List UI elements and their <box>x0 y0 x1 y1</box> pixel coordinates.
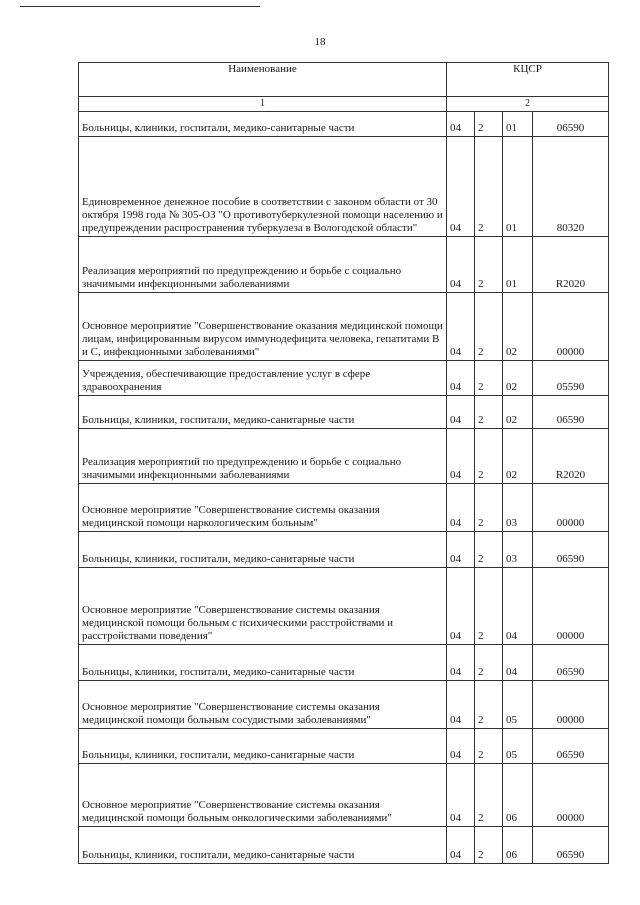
kcsr-code-event: 02 <box>503 361 533 396</box>
kcsr-code-subprogram: 2 <box>475 361 503 396</box>
kcsr-code-event: 02 <box>503 429 533 484</box>
kcsr-code-event: 01 <box>503 137 533 237</box>
row-name: Больницы, клиники, госпитали, медико-санитарные части <box>79 645 447 681</box>
column-number-1: 1 <box>79 97 447 112</box>
row-name: Основное мероприятие "Совершенствование системы оказания медицинской помощи больным сосудистыми заболеваниями" <box>79 681 447 729</box>
row-name: Больницы, клиники, госпитали, медико-санитарные части <box>79 112 447 137</box>
table-row <box>79 429 609 484</box>
row-name: Реализация мероприятий по предупреждению и борьбе с социально значимыми инфекционными заболеваниями <box>79 237 447 293</box>
table-row <box>79 729 609 764</box>
kcsr-code-event: 05 <box>503 681 533 729</box>
table-row <box>79 764 609 827</box>
kcsr-code-subprogram: 2 <box>475 645 503 681</box>
kcsr-code-direction: 06590 <box>533 729 609 764</box>
row-name: Единовременное денежное пособие в соответствии с законом области от 30 октября 1998 года № 305-ОЗ "О противотуберкулезной помощи населению и предупреждении распространения туберкулеза в Вологодской области" <box>79 137 447 237</box>
kcsr-code-program: 04 <box>447 681 475 729</box>
table-row <box>79 293 609 361</box>
kcsr-code-program: 04 <box>447 293 475 361</box>
table-row <box>79 484 609 532</box>
table-body <box>79 112 609 864</box>
kcsr-code-event: 06 <box>503 764 533 827</box>
row-name: Больницы, клиники, госпитали, медико-санитарные части <box>79 396 447 429</box>
kcsr-code-subprogram: 2 <box>475 237 503 293</box>
table-row <box>79 112 609 137</box>
row-name: Больницы, клиники, госпитали, медико-санитарные части <box>79 729 447 764</box>
kcsr-code-direction: 06590 <box>533 827 609 864</box>
kcsr-code-direction: 00000 <box>533 568 609 645</box>
kcsr-code-event: 02 <box>503 293 533 361</box>
row-name: Реализация мероприятий по предупреждению и борьбе с социально значимыми инфекционными заболеваниями <box>79 429 447 484</box>
column-number-row <box>79 97 609 112</box>
kcsr-code-subprogram: 2 <box>475 112 503 137</box>
kcsr-code-program: 04 <box>447 112 475 137</box>
kcsr-code-program: 04 <box>447 429 475 484</box>
kcsr-code-program: 04 <box>447 645 475 681</box>
kcsr-code-program: 04 <box>447 237 475 293</box>
kcsr-code-direction: R2020 <box>533 429 609 484</box>
kcsr-code-program: 04 <box>447 764 475 827</box>
column-header-kcsr: КЦСР <box>447 63 609 97</box>
table-row <box>79 827 609 864</box>
page-number: 18 <box>314 36 326 48</box>
row-name: Больницы, клиники, госпитали, медико-санитарные части <box>79 827 447 864</box>
table-header-row <box>79 63 609 97</box>
kcsr-code-direction: 06590 <box>533 112 609 137</box>
column-number-2: 2 <box>447 97 609 112</box>
kcsr-code-subprogram: 2 <box>475 293 503 361</box>
kcsr-code-direction: 06590 <box>533 532 609 568</box>
kcsr-code-subprogram: 2 <box>475 681 503 729</box>
kcsr-code-subprogram: 2 <box>475 484 503 532</box>
kcsr-code-direction: 05590 <box>533 361 609 396</box>
kcsr-code-program: 04 <box>447 827 475 864</box>
row-name: Основное мероприятие "Совершенствование системы оказания медицинской помощи больным с психическими расстройствами и расстройствами поведения" <box>79 568 447 645</box>
table-row <box>79 361 609 396</box>
kcsr-code-direction: 00000 <box>533 484 609 532</box>
column-header-name: Наименование <box>79 63 447 97</box>
table-row <box>79 237 609 293</box>
kcsr-code-event: 05 <box>503 729 533 764</box>
kcsr-code-program: 04 <box>447 137 475 237</box>
kcsr-code-event: 02 <box>503 396 533 429</box>
table-row <box>79 568 609 645</box>
kcsr-table <box>78 62 609 864</box>
kcsr-code-event: 03 <box>503 532 533 568</box>
kcsr-code-direction: 00000 <box>533 293 609 361</box>
kcsr-code-event: 01 <box>503 112 533 137</box>
kcsr-code-event: 04 <box>503 568 533 645</box>
kcsr-code-event: 01 <box>503 237 533 293</box>
kcsr-code-subprogram: 2 <box>475 729 503 764</box>
table-row <box>79 396 609 429</box>
kcsr-code-subprogram: 2 <box>475 137 503 237</box>
row-name: Учреждения, обеспечивающие предоставление услуг в сфере здравоохранения <box>79 361 447 396</box>
table-row <box>79 532 609 568</box>
kcsr-code-program: 04 <box>447 361 475 396</box>
row-name: Основное мероприятие "Совершенствование системы оказания медицинской помощи больным онкологическими заболеваниями" <box>79 764 447 827</box>
kcsr-code-event: 04 <box>503 645 533 681</box>
table-row <box>79 645 609 681</box>
kcsr-code-subprogram: 2 <box>475 764 503 827</box>
kcsr-code-subprogram: 2 <box>475 396 503 429</box>
kcsr-code-direction: 06590 <box>533 645 609 681</box>
kcsr-code-program: 04 <box>447 484 475 532</box>
kcsr-code-program: 04 <box>447 729 475 764</box>
kcsr-code-program: 04 <box>447 396 475 429</box>
table-row <box>79 681 609 729</box>
kcsr-code-direction: 00000 <box>533 764 609 827</box>
kcsr-code-program: 04 <box>447 532 475 568</box>
row-name: Основное мероприятие "Совершенствование системы оказания медицинской помощи наркологическим больным" <box>79 484 447 532</box>
kcsr-code-direction: 06590 <box>533 396 609 429</box>
kcsr-code-direction: R2020 <box>533 237 609 293</box>
kcsr-code-program: 04 <box>447 568 475 645</box>
kcsr-code-subprogram: 2 <box>475 429 503 484</box>
table-row <box>79 137 609 237</box>
scan-edge-line <box>20 6 260 7</box>
kcsr-code-subprogram: 2 <box>475 568 503 645</box>
kcsr-code-subprogram: 2 <box>475 827 503 864</box>
kcsr-code-event: 06 <box>503 827 533 864</box>
kcsr-code-subprogram: 2 <box>475 532 503 568</box>
row-name: Больницы, клиники, госпитали, медико-санитарные части <box>79 532 447 568</box>
row-name: Основное мероприятие "Совершенствование оказания медицинской помощи лицам, инфицированным вирусом иммунодефицита человека, гепатитами В и С, инфекционными заболеваниями" <box>79 293 447 361</box>
kcsr-code-direction: 80320 <box>533 137 609 237</box>
kcsr-code-direction: 00000 <box>533 681 609 729</box>
kcsr-code-event: 03 <box>503 484 533 532</box>
